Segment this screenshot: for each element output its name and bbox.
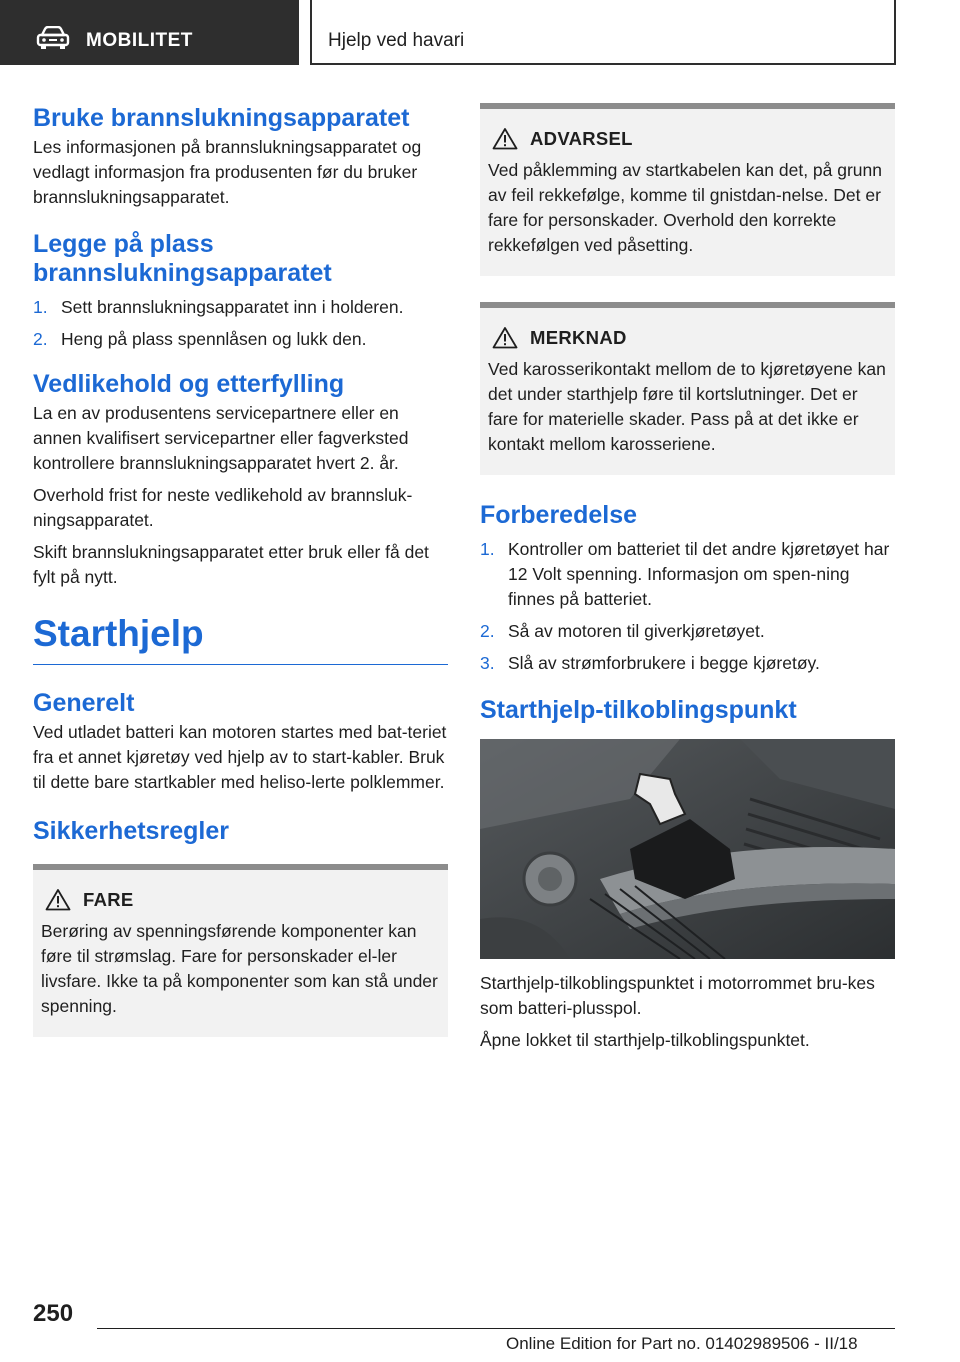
steps-legge-pa-plass: [33, 295, 448, 352]
list-item: 2. Heng på plass spennlåsen og lukk den.: [33, 329, 367, 349]
list-item: 1. Sett brannslukningsapparatet inn i holderen.: [33, 297, 404, 317]
footer-divider: [97, 1328, 895, 1329]
steps-forberedelse: [480, 537, 895, 676]
section-tab: [0, 0, 299, 65]
paragraph-generelt: Ved utladet batteri kan motoren startes med bat-teriet fra et annet kjøretøy ved hjelp av to start-kabler. Bruk til dette bare startkabler med heliso-lerte polklemmer.: [33, 722, 447, 792]
note-text: Ved påklemming av startkabelen kan det, på grunn av feil rekkefølge, komme til gnistdan-nelse. Det er fare for personskader. Overhold den korrekte rekkefølgen ved påsetting.: [488, 160, 882, 255]
heading-tilkoblingspunkt: Starthjelp-tilkoblingspunkt: [480, 696, 797, 724]
right-column: [480, 100, 895, 1053]
heading-forberedelse: Forberedelse: [480, 501, 638, 529]
paragraph-vedlikehold-3: Skift brannslukningsapparatet etter bruk eller få det fylt på nytt.: [33, 542, 429, 587]
warning-triangle-icon: [45, 888, 71, 911]
section-title: MOBILITET: [86, 30, 193, 51]
list-item: 3. Slå av strømforbrukere i begge kjøretøy.: [480, 653, 820, 673]
left-column: [33, 100, 448, 1037]
page-number: 250: [33, 1300, 74, 1327]
danger-note: [33, 864, 448, 1037]
paragraph-vedlikehold-2: Overhold frist for neste vedlikehold av brannsluk-ningsapparatet.: [33, 485, 413, 530]
heading-generelt: Generelt: [33, 689, 135, 717]
chapter-header: [310, 0, 896, 65]
paragraph-bruke: Les informasjonen på brannslukningsapparatet og vedlagt informasjon fra produsenten før du bruker brannslukningsapparatet.: [33, 137, 422, 207]
note-title: ADVARSEL: [530, 127, 633, 149]
paragraph-open-lid: Åpne lokket til starthjelp-tilkoblingspunktet.: [480, 1030, 810, 1050]
heading-legge-pa-plass: Legge på plass brannslukningsapparatet: [33, 230, 332, 287]
chapter-title: Hjelp ved havari: [328, 30, 465, 51]
heading-vedlikehold: Vedlikehold og etterfylling: [33, 370, 345, 398]
paragraph-vedlikehold-1: La en av produsentens servicepartnere eller en annen kvalifisert servicepartner eller fagverksted kontrollere brannslukningsapparatet hvert 2. år.: [33, 403, 409, 473]
engine-bay-illustration: [480, 739, 895, 959]
note-title: FARE: [83, 888, 134, 910]
car-icon: [36, 26, 70, 50]
warning-triangle-icon: [492, 127, 518, 150]
heading-sikkerhetsregler: Sikkerhetsregler: [33, 817, 229, 845]
list-item: 1. Kontroller om batteriet til det andre kjøretøyet har 12 Volt spenning. Informasjon om spen-ning finnes på batteriet.: [480, 539, 890, 609]
list-item: 2. Så av motoren til giverkjøretøyet.: [480, 621, 765, 641]
warning-note: [480, 103, 895, 276]
notice-note: [480, 302, 895, 475]
note-text: Ved karosserikontakt mellom de to kjøretøyene kan det under starthjelp føre til kortslutninger. Det er fare for materielle skader. Pass på at det ikke er kontakt mellom karosseriene.: [488, 359, 886, 454]
note-title: MERKNAD: [530, 326, 627, 348]
warning-triangle-icon: [492, 326, 518, 349]
photo-caption: Starthjelp-tilkoblingspunktet i motorrommet bru-kes som batteri-plusspol.: [480, 973, 875, 1018]
engine-bay-photo: [480, 739, 895, 959]
note-text: Berøring av spenningsførende komponenter kan føre til strømslag. Fare for personskader el-ler livsfare. Ikke ta på komponenter som kan stå under spenning.: [41, 921, 438, 1016]
main-heading-starthjelp: Starthjelp: [33, 612, 448, 665]
heading-bruke: Bruke brannslukningsapparatet: [33, 104, 410, 132]
edition-info: Online Edition for Part no. 01402989506 - II/18: [506, 1334, 858, 1353]
